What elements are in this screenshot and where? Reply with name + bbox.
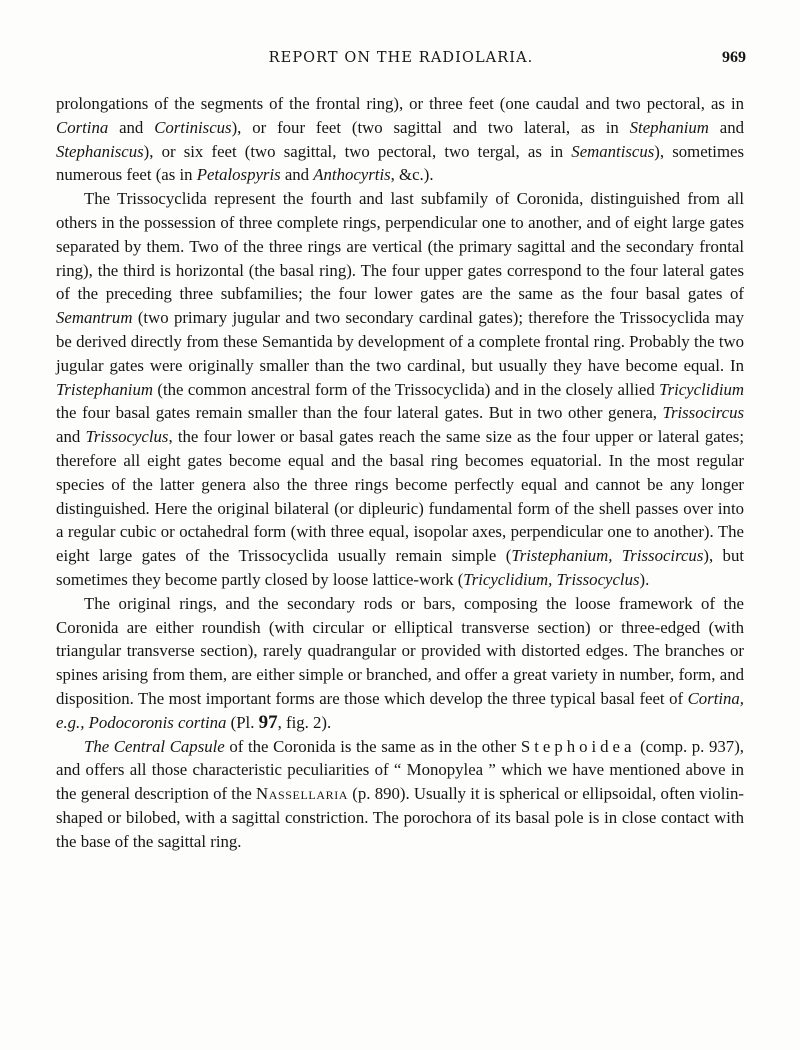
text-run: the four basal gates remain smaller than the four lateral gates. But in two other genera, [56, 403, 663, 423]
text-run: (the common ancestral form of the Trissocyclida) and in the closely allied [152, 379, 660, 399]
genus-name: Anthocyrtis [313, 165, 391, 185]
smallcaps-term: Nassellaria [256, 784, 349, 804]
text-run: and [56, 427, 86, 447]
text-run: (Pl. [226, 712, 259, 732]
paragraph-4 [56, 735, 744, 854]
genus-name: Tricyclidium, Trissocyclus [463, 569, 640, 589]
genus-name: Tricyclidium [659, 379, 744, 399]
paragraph-3 [56, 592, 744, 735]
text-run: of the Coronida is the same as in the other [224, 736, 521, 756]
section-lead: The Central Capsule [84, 736, 225, 756]
genus-name: Tristephanium, Trissocircus [511, 546, 704, 566]
page-number: 969 [722, 49, 746, 66]
text-run: and [708, 117, 744, 137]
genus-name: Trissocircus [662, 403, 744, 423]
text-run: ), but sometimes they become partly closed by loose lattice-work ( [56, 546, 744, 589]
text-run: (two primary jugular and two secondary cardinal gates); therefore the Trissocyclida may be derived directly from these Semantida by development of a complete frontal ring. Probably the two jugular gates were originally smaller than the two cardinal, but usually they have become equal. In [56, 308, 744, 375]
genus-name: Cortiniscus [154, 117, 232, 137]
running-head [56, 50, 746, 74]
text-run: ). [639, 569, 650, 589]
paragraph-2 [56, 187, 744, 592]
text-run: , fig. 2). [277, 712, 332, 732]
paragraph-1 [56, 92, 744, 187]
text-run: ), or four feet (two sagittal and two lateral, as in [231, 117, 630, 137]
genus-name: Semantrum [56, 308, 133, 328]
spaced-term: Stephoidea [520, 736, 636, 756]
text-run: and [280, 165, 314, 185]
text-run: The original rings, and the secondary rods or bars, composing the loose framework of the Coronida are either roundish (with circular or elliptical transverse section) or three-edged (with triangular transverse section), rarely quadrangular or provided with distorted edges. The branches or spines arising from them, are either simple or branched, and offer a great variety in number, form, and disposition. The most important forms are those which develop the three typical basal feet of [56, 593, 744, 708]
body-text [56, 92, 744, 854]
running-title: REPORT ON THE RADIOLARIA. [268, 50, 534, 66]
genus-name: Cortina [56, 117, 109, 137]
text-run: (p. 890). Usually it is spherical or ellipsoidal, often violin-shaped or bilobed, with a sagittal constriction. The porochora of its basal pole is in close contact with the base of the sagittal ring. [56, 784, 744, 851]
plate-number: 97 [258, 711, 278, 733]
genus-name: Stephaniscus [56, 141, 144, 161]
genus-name: Trissocyclus [85, 427, 169, 447]
genus-name: Cortina, e.g., Podocoronis cortina [56, 688, 744, 732]
genus-name: Stephanium [629, 117, 709, 137]
genus-name: Tristephanium [56, 379, 153, 399]
text-run: , &c.). [390, 165, 434, 185]
text-run: , the four lower or basal gates reach the same size as the four upper or lateral gates; therefore all eight gates become equal and the basal ring becomes equatorial. In the most regular species of the latter genera also the three rings become perfectly equal and cannot be any longer distinguished. Here the original bilateral (or dipleuric) fundamental form of the shell passes over into a regular cubic or octahedral form (with three equal, isopolar axes, perpendicular one to another). The eight large gates of the Trissocyclida usually remain simple ( [56, 427, 744, 566]
text-run: and [108, 117, 155, 137]
text-run: ), sometimes numerous feet (as in [56, 141, 744, 185]
text-run: prolongations of the segments of the frontal ring), or three feet (one caudal and two pectoral, as in [56, 94, 744, 113]
text-run: The Trissocyclida represent the fourth and last subfamily of Coronida, distinguished from all others in the possession of three complete rings, perpendicular one to another, and of eight large gates separated by them. Two of the three rings are vertical (the primary sagittal and the secondary frontal ring), the third is horizontal (the basal ring). The four upper gates correspond to the four lateral gates of the preceding three subfamilies; the four lower gates are the same as the four basal gates of [56, 189, 744, 304]
text-run: ), or six feet (two sagittal, two pectoral, two tergal, as in [143, 141, 572, 161]
genus-name: Semantiscus [571, 141, 655, 161]
text-run: (comp. p. 937), and offers all those characteristic peculiarities of “ Monopylea ” which we have mentioned above in the general description of the [56, 736, 744, 804]
genus-name: Petalospyris [196, 165, 281, 185]
